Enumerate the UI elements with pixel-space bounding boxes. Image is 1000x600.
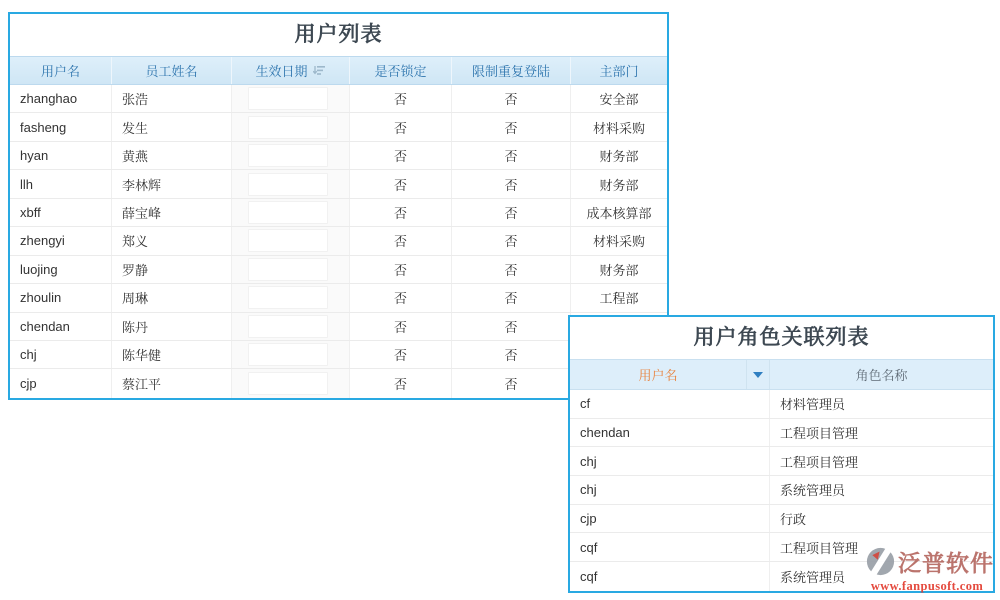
department-cell: 财务部 xyxy=(599,262,639,278)
date-input[interactable] xyxy=(248,229,328,252)
watermark-top xyxy=(860,545,994,578)
is-locked-cell: 否 xyxy=(350,313,452,340)
username-cell: cjp xyxy=(10,369,112,397)
is-locked-cell: 否 xyxy=(350,284,452,311)
user-list-header-row xyxy=(10,56,667,85)
employee-name-cell: 黄燕 xyxy=(112,142,232,169)
username-cell: hyan xyxy=(10,142,112,169)
department-cell: 工程部 xyxy=(599,291,639,307)
effective-date-cell[interactable] xyxy=(232,113,350,140)
user-role-header-row xyxy=(570,359,993,390)
table-row[interactable] xyxy=(10,199,667,227)
role-name-cell: 行政 xyxy=(780,512,807,528)
restrict-login-cell: 否 xyxy=(452,313,571,340)
column-header-effective-date-label: 生效日期 xyxy=(255,64,308,79)
date-input[interactable] xyxy=(248,343,328,366)
employee-name-cell: 发生 xyxy=(112,113,232,140)
user-role-title: 用户角色关联列表 xyxy=(570,317,993,359)
sort-descending-icon[interactable] xyxy=(313,65,326,76)
employee-name-cell: 陈华健 xyxy=(112,341,232,368)
role-name-cell: 工程项目管理 xyxy=(780,540,859,556)
username-cell: zhanghao xyxy=(10,85,112,112)
employee-name-cell: 蔡江平 xyxy=(112,369,232,397)
effective-date-cell[interactable] xyxy=(232,284,350,311)
column-header-username-label: 用户名 xyxy=(40,64,80,79)
restrict-login-cell: 否 xyxy=(452,256,571,283)
list-item[interactable] xyxy=(570,505,993,534)
role-name-cell: 工程项目管理 xyxy=(780,454,859,470)
is-locked-cell: 否 xyxy=(350,170,452,197)
role-column-header-rolename xyxy=(770,360,993,389)
effective-date-cell[interactable] xyxy=(232,199,350,226)
date-input[interactable] xyxy=(248,144,328,167)
is-locked-cell: 否 xyxy=(350,85,452,112)
username-cell: chendan xyxy=(10,313,112,340)
table-row[interactable] xyxy=(10,227,667,255)
date-input[interactable] xyxy=(248,258,328,281)
is-locked-cell: 否 xyxy=(350,113,452,140)
department-cell: 材料采购 xyxy=(592,120,645,136)
restrict-login-cell: 否 xyxy=(452,284,571,311)
department-cell: 材料采购 xyxy=(592,234,645,250)
role-column-header-rolename-label: 角色名称 xyxy=(855,368,908,383)
username-filter-cell[interactable] xyxy=(747,360,770,389)
username-cell: luojing xyxy=(10,256,112,283)
effective-date-cell[interactable] xyxy=(232,85,350,112)
date-input[interactable] xyxy=(248,87,328,110)
table-row[interactable] xyxy=(10,85,667,113)
fanpu-logo-icon xyxy=(866,547,895,576)
username-cell: llh xyxy=(10,170,112,197)
column-header-restrict-login xyxy=(452,57,571,84)
username-cell: xbff xyxy=(10,199,112,226)
role-name-cell: 材料管理员 xyxy=(780,397,846,413)
role-name-cell: 系统管理员 xyxy=(780,569,846,585)
restrict-login-cell: 否 xyxy=(452,369,571,397)
column-header-employee-name-label: 员工姓名 xyxy=(145,64,198,79)
department-cell: 安全部 xyxy=(599,92,639,108)
restrict-login-cell: 否 xyxy=(452,142,571,169)
employee-name-cell: 郑义 xyxy=(112,227,232,254)
dropdown-arrow-icon[interactable] xyxy=(753,372,763,378)
employee-name-cell: 李林辉 xyxy=(112,170,232,197)
is-locked-cell: 否 xyxy=(350,199,452,226)
role-username-cell: cqf xyxy=(570,562,770,591)
is-locked-cell: 否 xyxy=(350,142,452,169)
role-name-cell: 工程项目管理 xyxy=(780,426,859,442)
effective-date-cell[interactable] xyxy=(232,142,350,169)
column-header-restrict-login-label: 限制重复登陆 xyxy=(471,64,550,79)
table-row[interactable] xyxy=(10,256,667,284)
role-column-header-username-label: 用户名 xyxy=(638,368,678,383)
effective-date-cell[interactable] xyxy=(232,170,350,197)
is-locked-cell: 否 xyxy=(350,256,452,283)
list-item[interactable] xyxy=(570,390,993,419)
role-username-cell: cqf xyxy=(570,533,770,561)
employee-name-cell: 薛宝峰 xyxy=(112,199,232,226)
effective-date-cell[interactable] xyxy=(232,369,350,397)
department-cell: 成本核算部 xyxy=(586,205,652,221)
column-header-employee-name xyxy=(112,57,232,84)
restrict-login-cell: 否 xyxy=(452,85,571,112)
restrict-login-cell: 否 xyxy=(452,113,571,140)
department-cell: 财务部 xyxy=(599,149,639,165)
column-header-username xyxy=(10,57,112,84)
username-cell: fasheng xyxy=(10,113,112,140)
username-cell: chj xyxy=(10,341,112,368)
employee-name-cell: 周琳 xyxy=(112,284,232,311)
date-input[interactable] xyxy=(248,201,328,224)
column-header-effective-date[interactable] xyxy=(232,57,350,84)
watermark xyxy=(860,545,994,594)
user-list-title: 用户列表 xyxy=(10,14,667,56)
is-locked-cell: 否 xyxy=(350,369,452,397)
date-input[interactable] xyxy=(248,116,328,139)
date-input[interactable] xyxy=(248,173,328,196)
table-row[interactable] xyxy=(10,113,667,141)
role-username-cell: cjp xyxy=(570,505,770,533)
restrict-login-cell: 否 xyxy=(452,199,571,226)
table-row[interactable] xyxy=(10,284,667,312)
restrict-login-cell: 否 xyxy=(452,227,571,254)
effective-date-cell[interactable] xyxy=(232,227,350,254)
effective-date-cell[interactable] xyxy=(232,256,350,283)
username-cell: zhengyi xyxy=(10,227,112,254)
employee-name-cell: 张浩 xyxy=(112,85,232,112)
column-header-is-locked-label: 是否锁定 xyxy=(374,64,427,79)
role-name-cell: 系统管理员 xyxy=(780,483,846,499)
role-username-cell: chj xyxy=(570,447,770,475)
is-locked-cell: 否 xyxy=(350,227,452,254)
column-header-department xyxy=(571,57,667,84)
date-input[interactable] xyxy=(248,372,328,395)
watermark-url: www.fanpusoft.com xyxy=(870,579,984,593)
restrict-login-cell: 否 xyxy=(452,341,571,368)
column-header-is-locked xyxy=(350,57,452,84)
date-input[interactable] xyxy=(248,315,328,338)
role-username-cell: chendan xyxy=(570,419,770,447)
role-column-header-username[interactable] xyxy=(570,360,747,389)
column-header-department-label: 主部门 xyxy=(599,64,639,79)
list-item[interactable] xyxy=(570,419,993,448)
username-cell: zhoulin xyxy=(10,284,112,311)
watermark-brand: 泛普软件 xyxy=(898,550,994,576)
role-username-cell: cf xyxy=(570,390,770,418)
effective-date-cell[interactable] xyxy=(232,341,350,368)
employee-name-cell: 罗静 xyxy=(112,256,232,283)
date-input[interactable] xyxy=(248,286,328,309)
employee-name-cell: 陈丹 xyxy=(112,313,232,340)
table-row[interactable] xyxy=(10,170,667,198)
role-username-cell: chj xyxy=(570,476,770,504)
is-locked-cell: 否 xyxy=(350,341,452,368)
list-item[interactable] xyxy=(570,447,993,476)
department-cell: 财务部 xyxy=(599,177,639,193)
table-row[interactable] xyxy=(10,142,667,170)
list-item[interactable] xyxy=(570,476,993,505)
effective-date-cell[interactable] xyxy=(232,313,350,340)
restrict-login-cell: 否 xyxy=(452,170,571,197)
